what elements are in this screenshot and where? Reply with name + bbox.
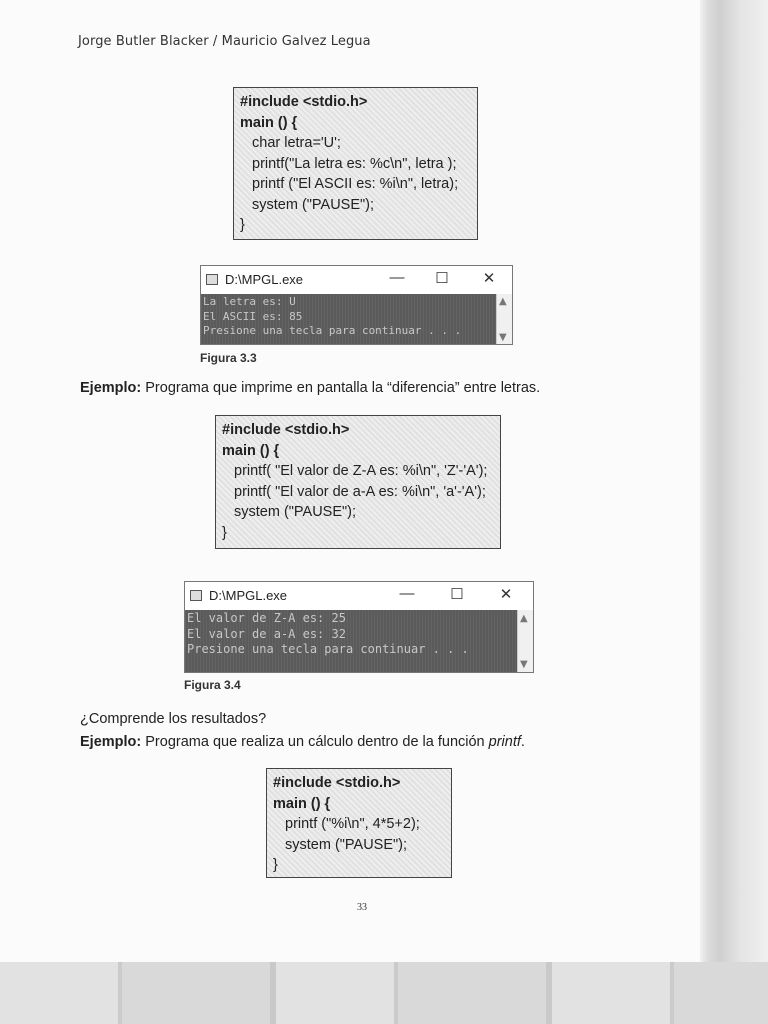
close-button[interactable]: ✕ — [499, 586, 513, 603]
code-line: system ("PAUSE"); — [252, 196, 375, 213]
code-line: printf( "El valor de Z-A es: %i\n", 'Z'-'A'); — [234, 463, 488, 479]
minimize-button[interactable]: — — [389, 269, 405, 286]
scan-bottom-edge — [0, 962, 768, 1024]
code-line: } — [222, 524, 227, 541]
page-number: 33 — [357, 902, 367, 913]
console-output — [201, 294, 496, 344]
figure-caption: Figura 3.4 — [184, 678, 241, 692]
console-output — [185, 610, 517, 672]
maximize-button[interactable]: ☐ — [450, 586, 464, 603]
example-text: Programa que imprime en pantalla la “diferencia” entre letras. — [141, 380, 541, 396]
console-line: Presione una tecla para continuar . . . — [203, 324, 462, 337]
scan-right-edge — [700, 0, 768, 1024]
code-line: printf( "El valor de a-A es: %i\n", 'a'-'A'); — [234, 483, 486, 500]
console-window-1 — [200, 265, 513, 345]
code-block-1 — [233, 87, 478, 240]
console-line: La letra es: U — [203, 295, 296, 308]
console-line: Presione una tecla para continuar . . . — [187, 642, 469, 656]
example-end: . — [520, 734, 525, 750]
code-line: printf ("El ASCII es: %i\n", letra); — [252, 176, 459, 192]
window-titlebar — [185, 582, 533, 610]
vertical-scrollbar[interactable] — [517, 610, 533, 672]
console-app-icon — [206, 274, 218, 285]
code-block-2 — [215, 415, 501, 549]
example-paragraph-1 — [80, 380, 540, 396]
question-text: ¿Comprende los resultados? — [80, 711, 267, 727]
scroll-down-icon[interactable]: ▼ — [499, 332, 507, 343]
code-line: char letra='U'; — [252, 135, 341, 151]
window-title: D:\MPGL.exe — [209, 588, 288, 603]
close-button[interactable]: ✕ — [482, 270, 496, 287]
window-title: D:\MPGL.exe — [225, 272, 304, 287]
console-line: El ASCII es: 85 — [203, 309, 303, 323]
console-app-icon — [190, 590, 202, 601]
code-line: main () { — [240, 114, 298, 131]
code-line: } — [273, 857, 278, 873]
scroll-up-icon[interactable]: ▲ — [499, 296, 507, 307]
code-block-3 — [266, 768, 452, 878]
code-line: printf("La letra es: %c\n", letra ); — [252, 155, 457, 172]
function-name: printf — [488, 734, 521, 750]
example-paragraph-2 — [80, 734, 525, 750]
maximize-button[interactable]: ☐ — [435, 270, 449, 287]
console-line: El valor de a-A es: 32 — [187, 626, 346, 641]
scroll-down-icon[interactable]: ▼ — [520, 659, 528, 670]
figure-caption: Figura 3.3 — [200, 351, 257, 365]
example-label: Ejemplo: — [80, 734, 142, 750]
code-line: main () { — [222, 442, 280, 459]
code-line: #include <stdio.h> — [222, 422, 350, 438]
example-label: Ejemplo: — [80, 380, 142, 396]
minimize-button[interactable]: — — [399, 585, 415, 602]
window-titlebar — [201, 266, 512, 294]
code-line: main () { — [273, 795, 331, 812]
code-line: #include <stdio.h> — [273, 775, 401, 791]
vertical-scrollbar[interactable] — [496, 294, 512, 344]
example-text: Programa que realiza un cálculo dentro de la función — [141, 734, 489, 750]
console-line: El valor de Z-A es: 25 — [187, 611, 346, 625]
page-header: Jorge Butler Blacker / Mauricio Galvez Legua — [78, 34, 371, 49]
code-line: } — [240, 217, 245, 233]
console-window-2 — [184, 581, 534, 673]
scroll-up-icon[interactable]: ▲ — [520, 613, 528, 624]
code-line: printf ("%i\n", 4*5+2); — [285, 816, 420, 832]
code-line: system ("PAUSE"); — [285, 836, 408, 853]
code-line: #include <stdio.h> — [240, 94, 368, 110]
code-line: system ("PAUSE"); — [234, 504, 357, 520]
